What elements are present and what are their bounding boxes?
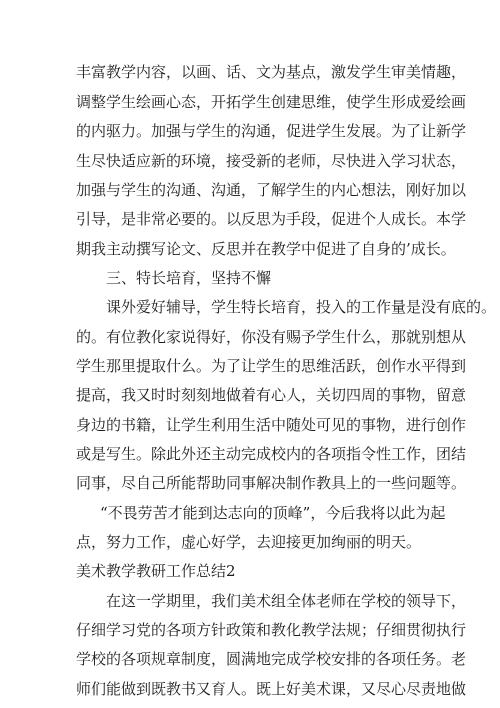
body-text-line: 在这一学期里，我们美术组全体老师在学校的领导下，: [106, 592, 467, 610]
body-text-line: 学生那里提取什么。为了让学生的思维活跃，创作水平得到: [76, 357, 467, 375]
body-text-line: 生尽快适应新的环境，接受新的老师，尽快进入学习状态，: [76, 152, 467, 170]
body-text-line: 引导，是非常必要的。以反思为手段，促进个人成长。本学: [76, 210, 467, 228]
body-text-line: 的内驱力。加强与学生的沟通，促进学生发展。为了让新学: [76, 122, 467, 140]
body-text-line: 学校的各项规章制度，圆满地完成学校安排的各项任务。老: [76, 650, 467, 668]
body-text-line: 或是写生。除此外还主动完成校内的各项指令性工作，团结: [76, 445, 467, 463]
body-text-line: 调整学生绘画心态，开拓学生创建思维，使学生形成爱绘画: [76, 93, 467, 111]
body-text-line: 同事，尽自己所能帮助同事解决制作教具上的一些问题等。: [76, 474, 467, 492]
body-text-line: “不畏劳苦才能到达志向的顶峰”，今后我将以此为起: [100, 504, 446, 522]
body-text-line: 加强与学生的沟通、沟通，了解学生的内心想法，刚好加以: [76, 181, 467, 199]
body-text-line: 期我主动撰写论文、反思并在教学中促进了自身的’成长。: [76, 240, 456, 258]
body-text-line: 丰富教学内容，以画、话、文为基点，激发学生审美情趣，: [76, 63, 467, 81]
section-heading: 三、特长培育，坚持不懈: [106, 269, 272, 287]
section-title: 美术教学教研工作总结2: [76, 562, 236, 580]
body-text-line: 的。有位教化家说得好，你没有赐予学生什么，那就别想从: [76, 328, 467, 346]
body-text-line: 点，努力工作，虚心好学，去迎接更加绚丽的明天。: [76, 533, 422, 551]
body-text-line: 师们能做到既教书又育人。既上好美术课，又尽心尽责地做: [76, 680, 467, 698]
body-text-line: 提高，我又时时刻刻地做着有心人，关切四周的事物，留意: [76, 386, 467, 404]
body-text-line: 仔细学习党的各项方针政策和教化教学法规；仔细贯彻执行: [76, 621, 467, 639]
body-text-line: 身边的书籍，让学生利用生活中随处可见的事物，进行创作: [76, 416, 467, 434]
body-text-line: 课外爱好辅导，学生特长培育，投入的工作量是没有底的。: [106, 298, 497, 316]
